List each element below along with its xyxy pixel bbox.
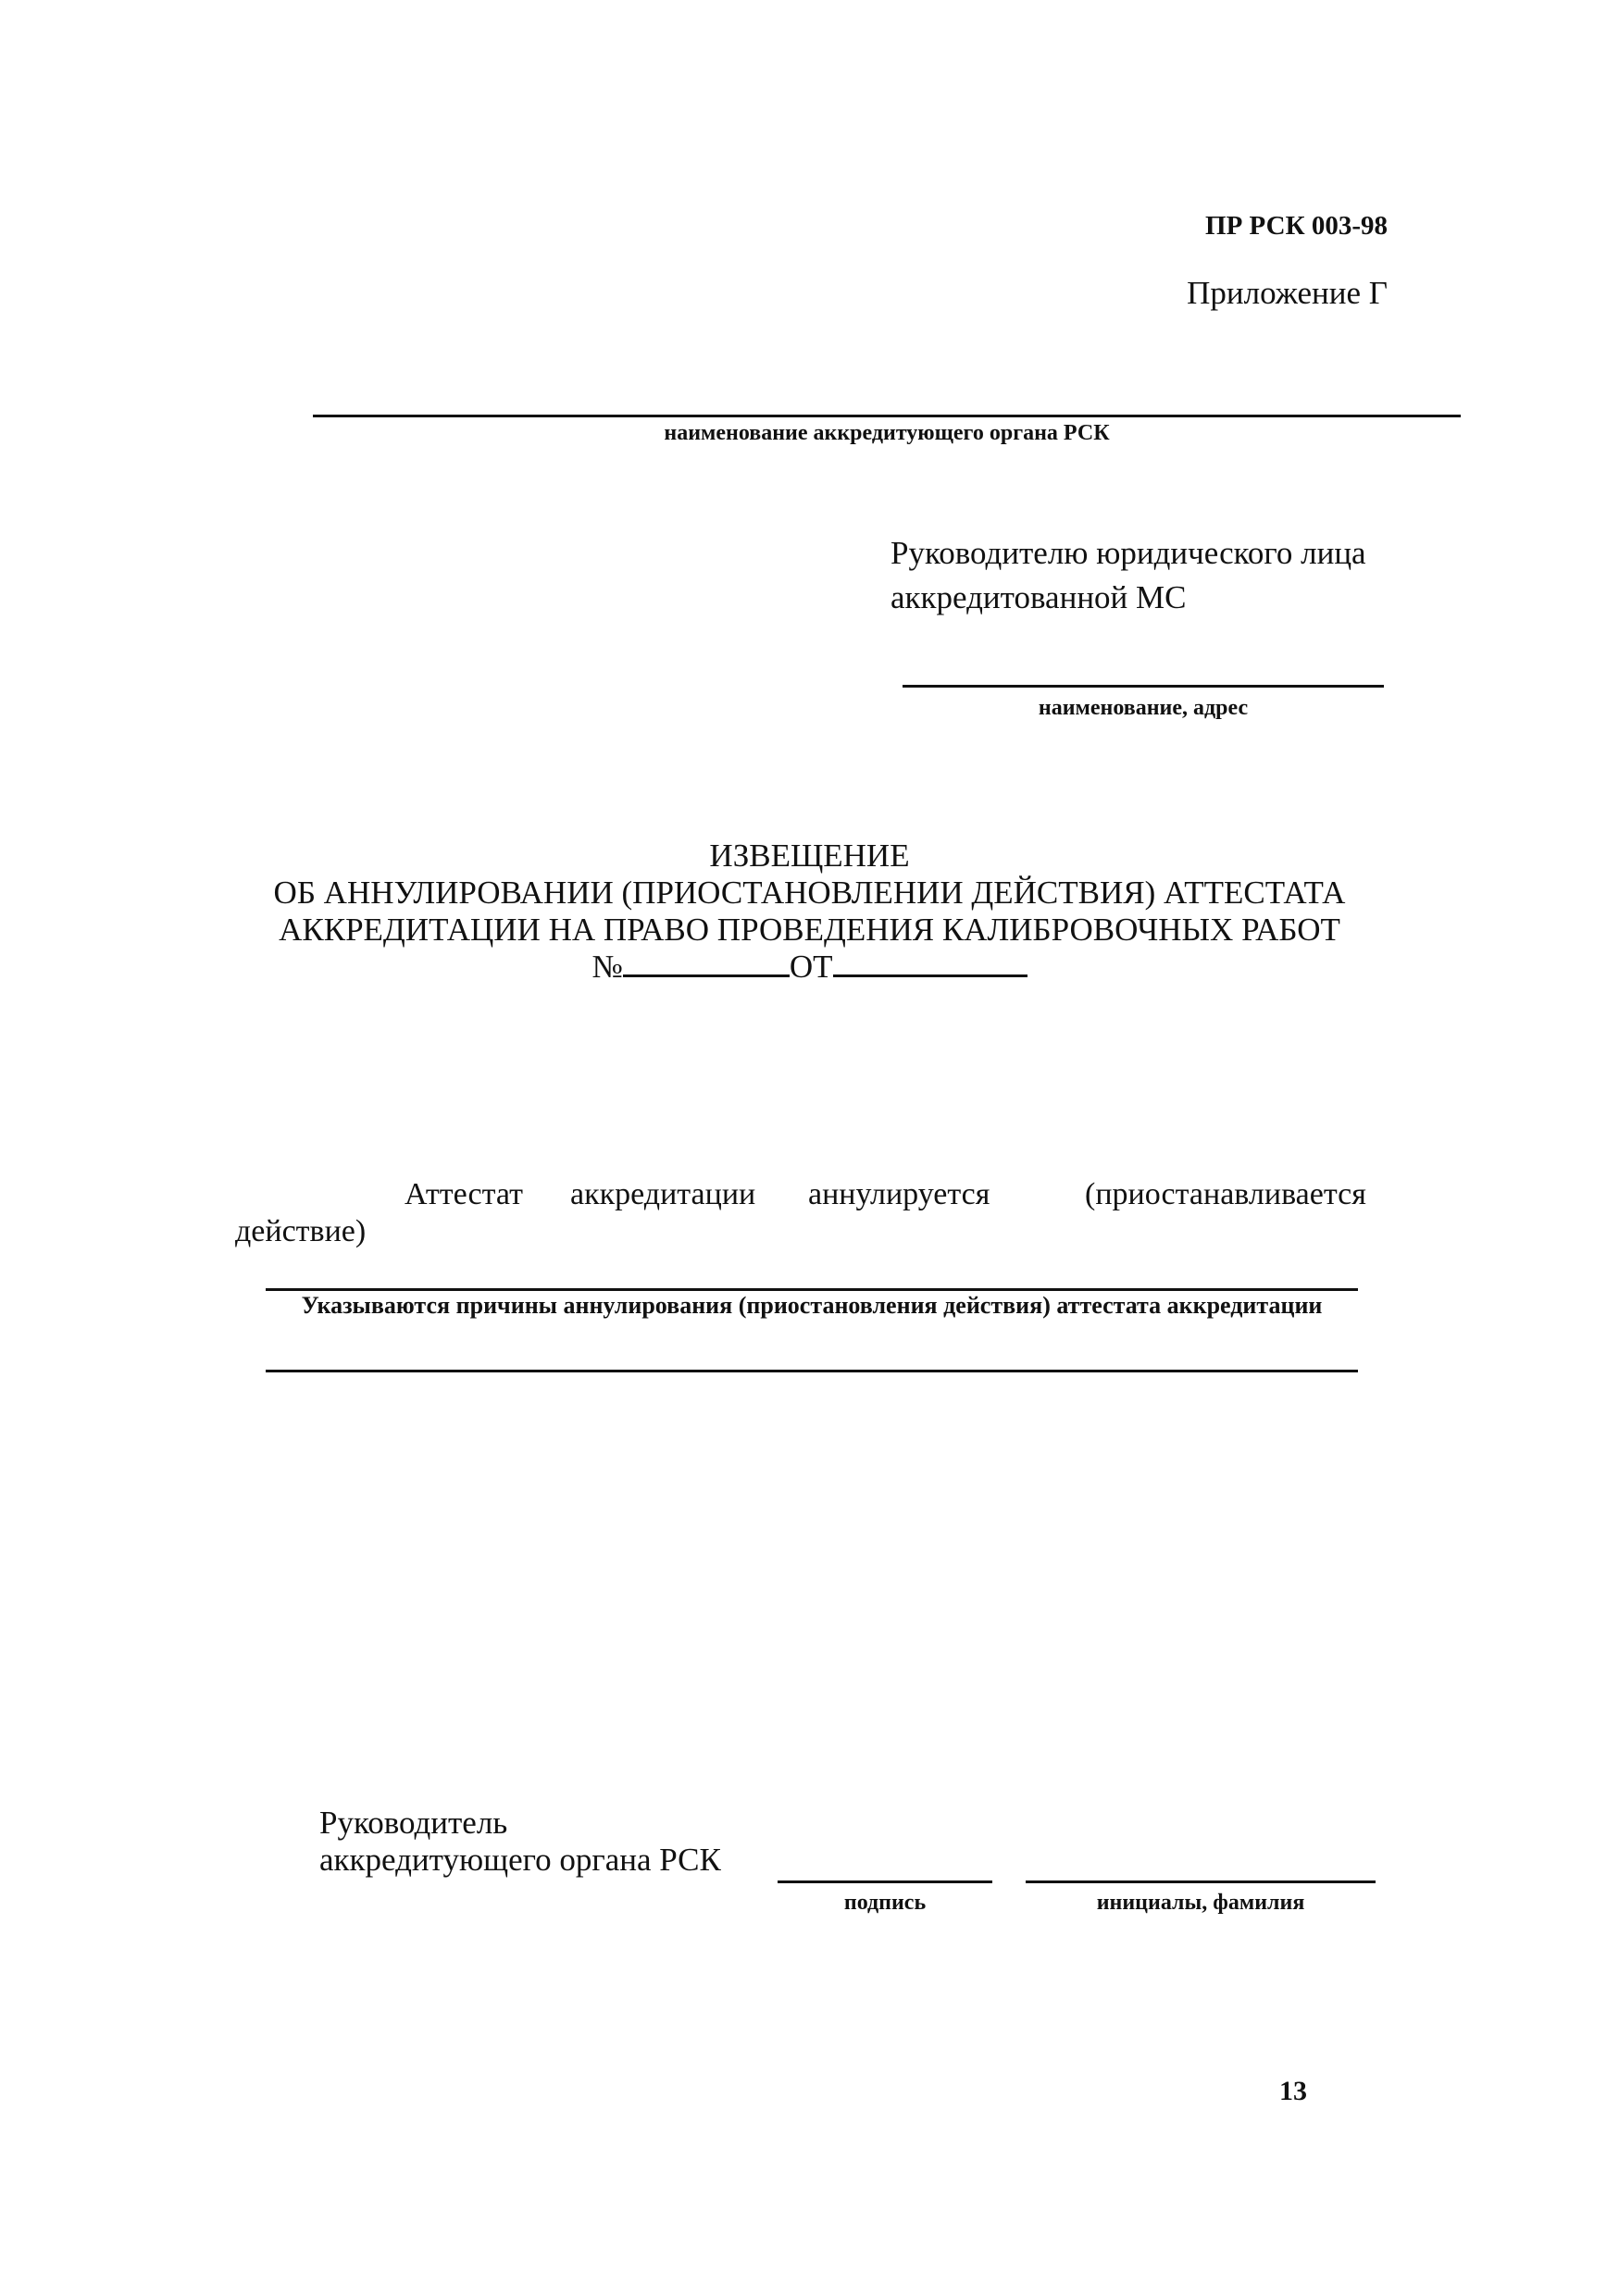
appendix-label: Приложение Г [1187,275,1388,311]
notice-subtitle-line-2: АККРЕДИТАЦИИ НА ПРАВО ПРОВЕДЕНИЯ КАЛИБРОВОЧНЫХ РАБОТ [279,912,1340,948]
page-number: 13 [1279,2076,1307,2106]
number-label: № [592,949,623,985]
signature-line [778,1880,992,1883]
date-blank [833,974,1027,977]
body-word-action: действие) [235,1214,367,1248]
reason-line-2 [266,1370,1358,1372]
addressee-line-2: аккредитованной МС [890,579,1187,615]
body-word-suspended: (приостанавливается [1085,1177,1366,1211]
signer-title-line-2: аккредитующего органа РСК [319,1842,721,1878]
reason-line-1 [266,1288,1358,1291]
addressee-line-1: Руководителю юридического лица [890,535,1366,571]
body-word-annulled: аннулируется [808,1177,990,1211]
number-blank [623,974,790,977]
body-word-attestat: Аттестат [405,1177,523,1211]
name-caption: инициалы, фамилия [1096,1891,1305,1915]
reason-caption: Указываются причины аннулирования (приостановления действия) аттестата аккредитации [301,1292,1323,1319]
notice-number-line [0,949,1619,986]
notice-subtitle-line-1: ОБ АННУЛИРОВАНИИ (ПРИОСТАНОВЛЕНИИ ДЕЙСТВИЯ) АТТЕСТАТА [273,875,1346,911]
date-label: ОТ [789,949,833,985]
signature-caption: подпись [843,1891,927,1915]
signer-title-line-1: Руководитель [319,1805,508,1841]
body-word-accreditation: аккредитации [570,1177,756,1211]
addressee-caption: наименование, адрес [1038,696,1249,720]
body-name-caption: наименование аккредитующего органа РСК [664,421,1110,445]
addressee-name-line [903,685,1384,688]
document-code: ПР РСК 003-98 [1205,211,1388,241]
body-name-line [313,415,1461,417]
notice-title: ИЗВЕЩЕНИЕ [709,838,910,874]
name-line [1026,1880,1376,1883]
